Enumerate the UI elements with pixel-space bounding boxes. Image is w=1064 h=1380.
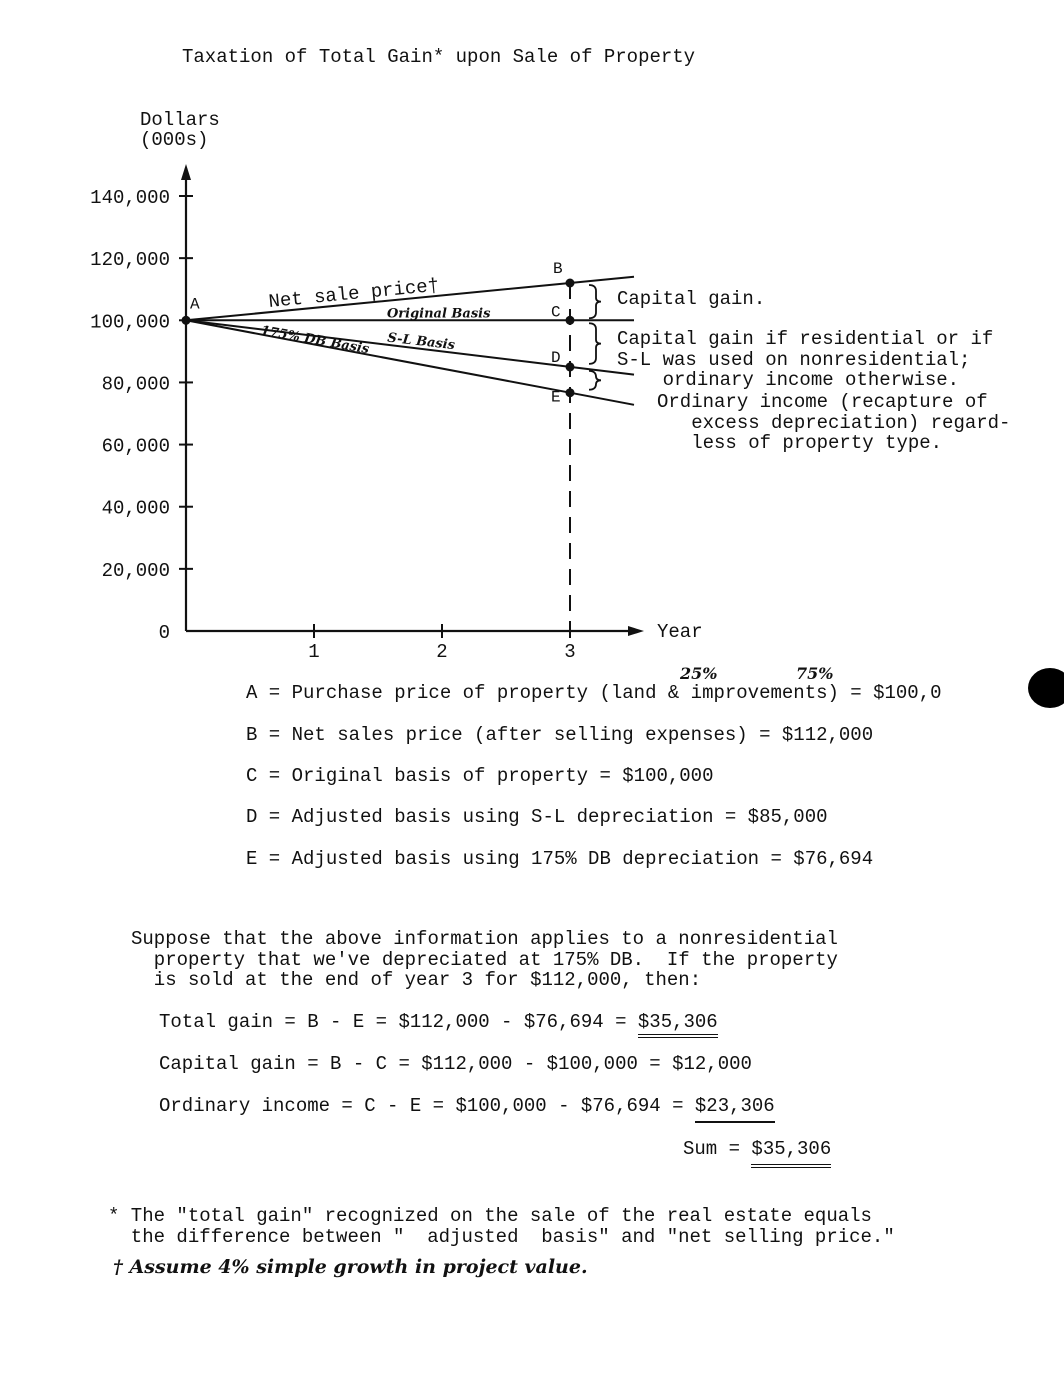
series-label-sl-basis: S-L Basis bbox=[386, 330, 456, 354]
ordinary-income-value: $23,306 bbox=[695, 1095, 775, 1123]
ordinary-income-annotation: Ordinary income (recapture of excess depreciation) regard- less of property type. bbox=[657, 391, 1011, 454]
series-label-175-db-basis: 175% DB Basis bbox=[259, 323, 371, 358]
example-intro: Suppose that the above information applies to a nonresidential property that we've depreciated at 175% DB. If the property is sold at the end of year 3 for $112,000, then: bbox=[131, 928, 838, 991]
point-marker bbox=[566, 316, 575, 325]
point-label: E bbox=[551, 388, 561, 407]
x-tick-label: 3 bbox=[564, 641, 576, 663]
footnote-star: * The "total gain" recognized on the sale of the real estate equals the difference between " adjusted basis" and "net selling price." bbox=[108, 1205, 895, 1248]
total-gain-value: $35,306 bbox=[638, 1011, 718, 1038]
definition-e: E = Adjusted basis using 175% DB depreciation = $76,694 bbox=[246, 848, 874, 870]
x-axis-label: Year bbox=[657, 621, 703, 643]
brace-residential-gain bbox=[589, 323, 601, 364]
y-tick-label: 80,000 bbox=[101, 373, 170, 396]
x-tick-label: 2 bbox=[436, 641, 448, 663]
x-tick-label: 1 bbox=[308, 641, 320, 663]
point-marker bbox=[566, 279, 575, 288]
y-tick-label: 0 bbox=[158, 622, 170, 644]
definition-a: A = Purchase price of property (land & improvements) = $100,0 bbox=[246, 682, 942, 704]
y-axis-arrow-icon bbox=[181, 164, 191, 180]
total-gain-text: Total gain = B - E = $112,000 - $76,694 = bbox=[159, 1011, 638, 1033]
y-tick-label: 20,000 bbox=[101, 559, 170, 582]
y-tick-label: 120,000 bbox=[90, 249, 170, 272]
point-marker bbox=[566, 388, 575, 397]
y-tick-label: 100,000 bbox=[90, 311, 170, 334]
definition-c: C = Original basis of property = $100,000 bbox=[246, 765, 714, 787]
capital-gain-if-residential-annotation: Capital gain if residential or if S-L was used on nonresidential; ordinary income otherwise. bbox=[617, 328, 994, 391]
y-axis-label: Dollars (000s) bbox=[140, 109, 220, 151]
point-label: B bbox=[553, 260, 563, 278]
ordinary-income-text: Ordinary income = C - E = $100,000 - $76,694 = bbox=[159, 1095, 695, 1117]
sum-label: Sum = bbox=[683, 1138, 752, 1160]
page-title: Taxation of Total Gain* upon Sale of Property bbox=[182, 46, 696, 68]
ink-blot bbox=[1028, 668, 1064, 708]
x-axis-arrow-icon bbox=[628, 626, 644, 636]
handnote-75-percent: 75% bbox=[796, 664, 834, 683]
point-marker bbox=[182, 316, 191, 325]
y-tick-label: 40,000 bbox=[101, 497, 170, 520]
footnote-dagger: † Assume 4% simple growth in project value. bbox=[113, 1256, 588, 1278]
definition-b: B = Net sales price (after selling expenses) = $112,000 bbox=[246, 724, 874, 746]
sum-value: $35,306 bbox=[751, 1138, 831, 1168]
definition-d: D = Adjusted basis using S-L depreciation = $85,000 bbox=[246, 806, 828, 828]
point-label: D bbox=[551, 348, 561, 367]
point-label: A bbox=[190, 295, 200, 314]
brace-ordinary-income bbox=[589, 371, 601, 390]
brace-capital-gain bbox=[589, 285, 601, 318]
point-marker bbox=[566, 362, 575, 371]
ordinary-income-line bbox=[159, 1095, 775, 1117]
series-label-net-sale-price: Net sale price† bbox=[267, 274, 441, 313]
y-tick-label: 140,000 bbox=[90, 187, 170, 209]
sum-line bbox=[683, 1138, 831, 1160]
point-label: C bbox=[551, 303, 561, 322]
handnote-25-percent: 25% bbox=[680, 664, 718, 683]
total-gain-line bbox=[159, 1011, 718, 1033]
capital-gain-line: Capital gain = B - C = $112,000 - $100,000 = $12,000 bbox=[159, 1053, 752, 1075]
y-tick-label: 60,000 bbox=[101, 435, 170, 458]
capital-gain-annotation: Capital gain. bbox=[617, 288, 766, 310]
series-label-original-basis: Original Basis bbox=[386, 306, 491, 322]
